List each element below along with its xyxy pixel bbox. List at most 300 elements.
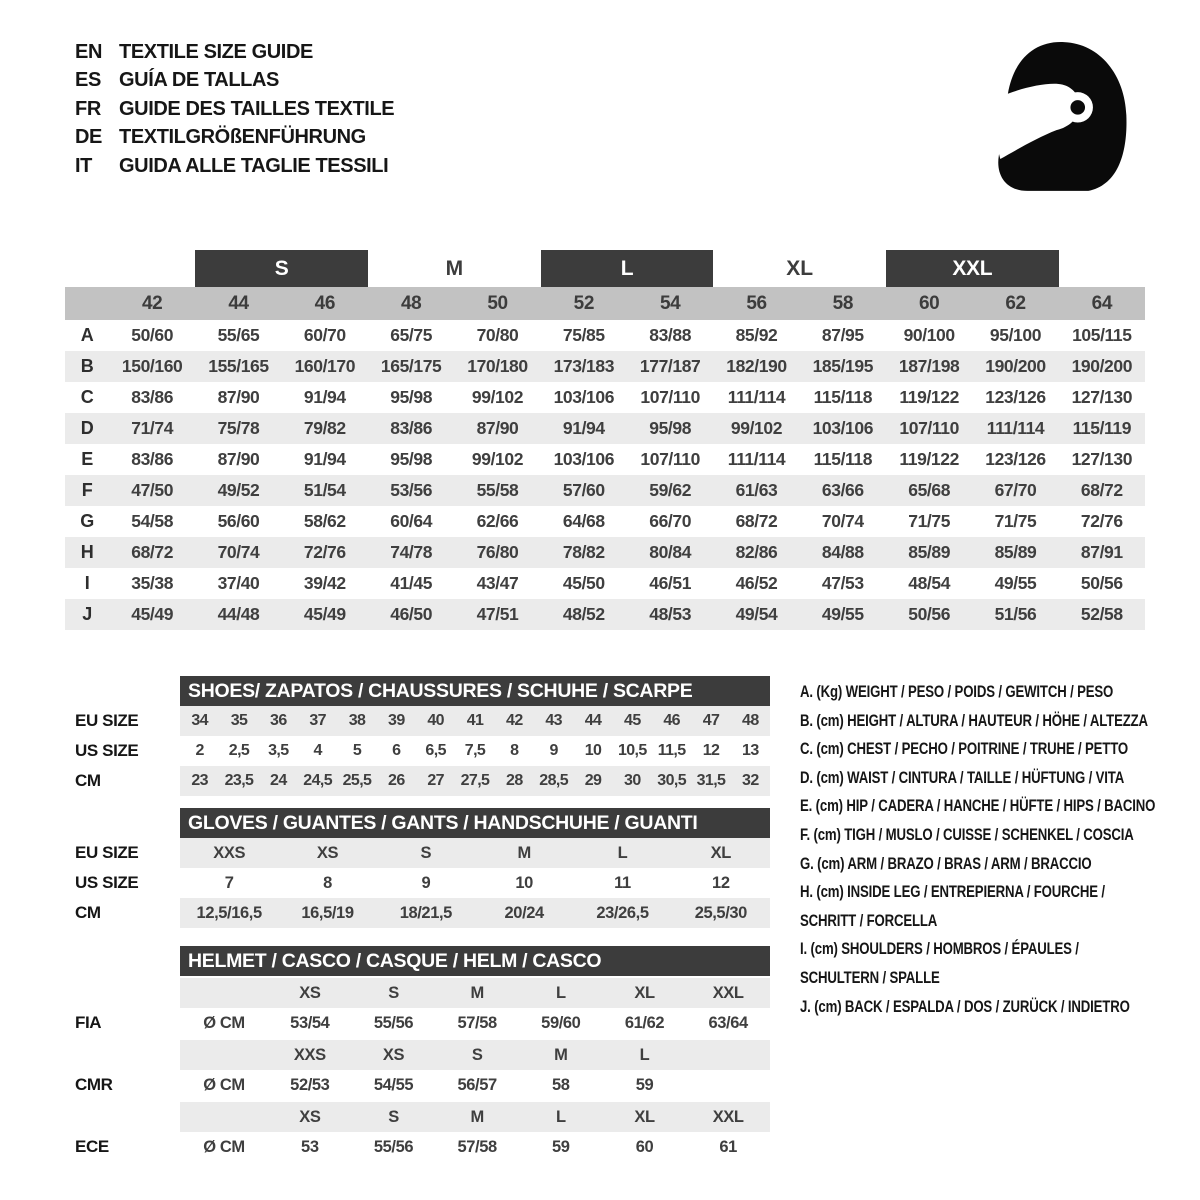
row-values	[180, 736, 770, 766]
measurement-value: 49/52	[217, 480, 260, 500]
measurement-value: 87/90	[217, 449, 260, 469]
size-value: 36	[270, 712, 287, 729]
measurement-value: 41/45	[390, 573, 433, 593]
measurement-value: 111/114	[727, 387, 786, 407]
group-spacer	[65, 250, 195, 287]
legend-line: E. (cm) HIP / CADERA / HANCHE / HÜFTE / HIPS / BACINO	[800, 797, 1156, 816]
size-group-s: S	[195, 250, 368, 287]
size-value: 43	[545, 712, 562, 729]
measurement-value: 71/75	[908, 511, 951, 531]
measurement-value: 47/51	[476, 604, 519, 624]
measurement-value: 99/102	[471, 387, 524, 407]
section-row	[65, 706, 770, 736]
measurement-value: 80/84	[649, 542, 692, 562]
measurement-value: 173/183	[553, 356, 615, 376]
size-value: 12	[702, 742, 720, 759]
helmet-value: 57/58	[457, 1013, 497, 1032]
size-value: 28	[506, 772, 523, 789]
measurement-value: 187/198	[898, 356, 960, 376]
size-value: 20/24	[504, 903, 544, 922]
measurement-value: 190/200	[985, 356, 1046, 376]
size-value: 6	[392, 742, 401, 759]
measurement-value: 62/66	[476, 511, 519, 531]
measurement-value: 107/110	[899, 418, 959, 438]
row-values	[180, 1008, 770, 1038]
language-row-it	[75, 152, 394, 181]
size-value: 23,5	[224, 772, 254, 789]
helmet-value: 52/53	[290, 1075, 330, 1094]
main-table-body	[65, 320, 1145, 630]
shoes-section-title: SHOES/ ZAPATOS / CHAUSSURES / SCHUHE / SCARPE	[180, 676, 770, 706]
measurement-letter: F	[81, 480, 93, 500]
measurement-value: 71/75	[994, 511, 1037, 531]
size-value: 10	[515, 873, 533, 892]
language-title: TEXTILE SIZE GUIDE	[119, 40, 313, 63]
measurement-value: 51/54	[303, 480, 346, 500]
helmet-value: 53	[301, 1137, 319, 1156]
measurement-value: 47/53	[821, 573, 864, 593]
measurement-value: 87/95	[821, 325, 864, 345]
measurement-value: 70/74	[217, 542, 260, 562]
legend-line: I. (cm) SHOULDERS / HOMBROS / ÉPAULES /	[800, 940, 1079, 959]
helmet-value: 56/57	[457, 1075, 497, 1094]
helmet-value: 61/62	[624, 1013, 665, 1032]
legend-line: A. (Kg) WEIGHT / PESO / POIDS / GEWITCH / PESO	[800, 683, 1114, 701]
measurement-letter: C	[80, 387, 94, 407]
language-row-en	[75, 38, 394, 67]
measurement-row	[65, 413, 1145, 444]
legend-line: J. (cm) BACK / ESPALDA / DOS / ZURÜCK / INDIETRO	[800, 997, 1130, 1016]
size-column-header: 48	[400, 292, 422, 314]
measurement-value: 95/100	[989, 325, 1042, 345]
helmet-value: 59/60	[541, 1013, 581, 1032]
measurement-letter: H	[80, 542, 94, 562]
shoes-header-row	[65, 676, 770, 706]
measurement-value: 63/66	[821, 480, 864, 500]
measurement-value: 52/58	[1080, 604, 1123, 624]
helmet-size: XS	[299, 983, 321, 1002]
row-values	[180, 868, 770, 898]
size-value: 25,5	[342, 772, 372, 789]
size-value: 9	[549, 742, 558, 759]
size-value: 46	[663, 712, 680, 729]
size-value: 7	[224, 873, 234, 892]
measurement-value: 99/102	[730, 418, 783, 438]
size-value: 35	[230, 712, 248, 729]
gloves-size-table	[65, 808, 770, 928]
helmet-value: 55/56	[373, 1013, 414, 1032]
helmet-size: M	[470, 983, 484, 1002]
size-value: 10	[584, 742, 602, 759]
measurement-value: 111/114	[727, 449, 786, 469]
measurement-value: 35/38	[131, 573, 174, 593]
size-value: 13	[742, 742, 759, 759]
measurement-value: 54/58	[131, 511, 174, 531]
measurement-row	[65, 537, 1145, 568]
language-code: EN	[75, 40, 102, 63]
racing-helmet-icon	[982, 36, 1134, 200]
size-value: 18/21,5	[399, 903, 452, 922]
measurement-value: 115/118	[813, 449, 873, 469]
language-row-de	[75, 124, 394, 153]
helmet-value: 60	[635, 1137, 654, 1156]
measurement-value: 95/98	[390, 449, 433, 469]
size-value: 38	[348, 712, 366, 729]
helmet-size: XL	[634, 1107, 655, 1126]
helmet-values-row	[65, 1008, 770, 1038]
corner-cell	[65, 287, 109, 320]
helmet-size: XXL	[712, 1107, 744, 1126]
measurement-value: 60/70	[303, 325, 346, 345]
row-label: CM	[75, 903, 101, 922]
measurement-value: 68/72	[1080, 480, 1123, 500]
measurement-value: 71/74	[131, 418, 174, 438]
size-value: S	[420, 843, 432, 862]
size-value: 44	[584, 712, 602, 729]
measurement-value: 115/119	[1072, 418, 1132, 438]
measurement-value: 82/86	[735, 542, 778, 562]
size-value: 30	[624, 772, 641, 789]
size-value: 24	[270, 772, 287, 789]
size-column-header: 62	[1005, 292, 1026, 314]
measurement-value: 127/130	[1071, 449, 1133, 469]
helmet-size: XXL	[712, 983, 744, 1002]
size-value: 24,5	[303, 772, 333, 789]
measurement-value: 103/106	[812, 418, 874, 438]
measurement-value: 39/42	[303, 573, 346, 593]
size-value: 42	[506, 712, 523, 729]
size-value: XS	[316, 843, 339, 862]
size-column-header: 60	[918, 292, 940, 314]
size-value: 6,5	[425, 742, 446, 759]
helmet-size: XL	[634, 983, 655, 1002]
measurement-value: 103/106	[553, 449, 615, 469]
size-value: 23	[191, 772, 208, 789]
size-column-header: 50	[487, 292, 508, 314]
measurement-value: 85/89	[994, 542, 1037, 562]
size-column-header: 58	[832, 292, 853, 314]
language-row-fr	[75, 95, 394, 124]
section-row	[65, 898, 770, 928]
legend-line: SCHULTERN / SPALLE	[800, 968, 940, 987]
measurement-value: 103/106	[553, 387, 615, 407]
size-value: XL	[710, 843, 731, 862]
measurement-value: 107/110	[640, 449, 700, 469]
helmet-size: M	[554, 1045, 568, 1064]
measurement-row	[65, 475, 1145, 506]
section-row	[65, 736, 770, 766]
measurement-letter: B	[80, 356, 94, 376]
legend-line: G. (cm) ARM / BRAZO / BRAS / ARM / BRACCIO	[800, 854, 1092, 873]
measurement-value: 51/56	[994, 604, 1037, 624]
row-values	[180, 978, 770, 1008]
gloves-section-title: GLOVES / GUANTES / GANTS / HANDSCHUHE / GUANTI	[180, 808, 770, 838]
size-value: 30,5	[657, 772, 687, 789]
measurement-value: 49/55	[994, 573, 1037, 593]
size-value: 39	[388, 712, 405, 729]
size-column-header: 42	[141, 292, 163, 314]
size-value: 5	[352, 742, 362, 759]
measurement-value: 85/89	[908, 542, 951, 562]
unit-cell: Ø CM	[203, 1013, 245, 1032]
measurement-value: 75/78	[217, 418, 260, 438]
measurement-value: 99/102	[471, 449, 524, 469]
helmet-sizes-row	[65, 1040, 770, 1070]
row-values	[180, 898, 770, 928]
measurement-value: 170/180	[467, 356, 528, 376]
measurement-value: 55/65	[217, 325, 260, 345]
helmet-value: 59	[635, 1075, 654, 1094]
size-value: 12	[712, 873, 730, 892]
helmet-value: 57/58	[457, 1137, 497, 1156]
measurement-value: 155/165	[208, 356, 269, 376]
helmet-size: L	[555, 983, 566, 1002]
measurement-value: 123/126	[985, 449, 1046, 469]
size-value: M	[517, 843, 531, 862]
size-value: 47	[702, 712, 720, 729]
measurement-value: 46/52	[735, 573, 778, 593]
measurement-value: 119/122	[899, 387, 959, 407]
row-values	[180, 706, 770, 736]
measurement-value: 58/62	[303, 511, 346, 531]
helmet-size: M	[470, 1107, 484, 1126]
unit-cell: Ø CM	[203, 1075, 245, 1094]
size-value: 2	[195, 742, 204, 759]
measurement-value: 48/52	[562, 604, 605, 624]
size-value: 48	[742, 712, 759, 729]
unit-cell	[180, 1102, 268, 1132]
row-label: US SIZE	[75, 741, 139, 760]
legend-line: B. (cm) HEIGHT / ALTURA / HAUTEUR / HÖHE / ALTEZZA	[800, 711, 1148, 730]
measurement-value: 85/92	[735, 325, 778, 345]
helmet-header-row	[65, 946, 770, 976]
size-group-xxl: XXL	[886, 250, 1059, 287]
language-title: TEXTILGRÖßENFÜHRUNG	[119, 126, 366, 149]
size-group-m: M	[445, 256, 464, 280]
measurement-letter: J	[82, 604, 92, 624]
textile-size-table	[65, 250, 1145, 630]
size-value: 28,5	[539, 772, 569, 789]
measurement-value: 91/94	[303, 387, 346, 407]
row-values	[180, 1070, 770, 1100]
measurement-value: 65/68	[908, 480, 951, 500]
measurement-legend	[800, 678, 1176, 1021]
size-column-header: 52	[573, 292, 594, 314]
measurement-letter: A	[80, 325, 94, 345]
row-label	[65, 676, 180, 706]
measurement-value: 185/195	[812, 356, 874, 376]
size-value: 11,5	[657, 742, 686, 759]
measurement-value: 59/62	[649, 480, 692, 500]
measurement-value: 190/200	[1071, 356, 1133, 376]
helmet-value: 63/64	[708, 1013, 748, 1032]
language-code: IT	[75, 154, 92, 177]
unit-cell	[180, 978, 268, 1008]
shoes-size-table	[65, 676, 770, 796]
size-group-l: L	[541, 250, 714, 287]
measurement-value: 72/76	[1080, 511, 1123, 531]
measurement-value: 105/115	[1072, 325, 1132, 345]
measurement-value: 70/80	[476, 325, 519, 345]
measurement-letter: G	[80, 511, 94, 531]
language-title: GUÍA DE TALLAS	[119, 69, 279, 92]
row-values	[180, 838, 770, 868]
measurement-value: 66/70	[649, 511, 692, 531]
standard-label: FIA	[75, 1013, 102, 1032]
measurement-value: 55/58	[476, 480, 519, 500]
helmet-values-row	[65, 1070, 770, 1100]
measurement-value: 177/187	[639, 356, 701, 376]
measurement-row	[65, 382, 1145, 413]
measurement-value: 46/51	[649, 573, 692, 593]
helmet-value	[686, 1070, 770, 1100]
standard-label: CMR	[75, 1075, 113, 1094]
measurement-value: 76/80	[476, 542, 519, 562]
row-values	[180, 1102, 770, 1132]
helmet-vent-dot	[1070, 100, 1085, 115]
size-value: 31,5	[696, 772, 726, 789]
measurement-value: 74/78	[390, 542, 433, 562]
row-values	[180, 1040, 770, 1070]
size-value: 3,5	[268, 742, 289, 759]
size-value: 26	[388, 772, 405, 789]
measurement-row	[65, 599, 1145, 630]
size-value: 4	[313, 742, 322, 759]
row-label	[65, 1040, 180, 1070]
row-label: EU SIZE	[75, 843, 139, 862]
helmet-size: L	[639, 1045, 650, 1064]
measurement-value: 43/47	[476, 573, 519, 593]
row-label	[65, 978, 180, 1008]
size-value: 27	[427, 772, 444, 789]
measurement-value: 64/68	[562, 511, 605, 531]
measurement-value: 68/72	[131, 542, 174, 562]
size-number-row	[65, 287, 1145, 320]
helmet-size	[686, 1040, 770, 1070]
size-value: XXS	[213, 843, 246, 862]
language-title: GUIDA ALLE TAGLIE TESSILI	[119, 154, 389, 177]
size-value: 16,5/19	[301, 903, 354, 922]
measurement-value: 44/48	[217, 604, 260, 624]
measurement-value: 45/49	[131, 604, 174, 624]
helmet-sizes-row	[65, 1102, 770, 1132]
section-row	[65, 868, 770, 898]
size-value: 34	[191, 712, 208, 729]
measurement-value: 61/63	[735, 480, 778, 500]
size-value: 45	[624, 712, 641, 729]
size-column-header: 56	[746, 292, 767, 314]
size-value: 25,5/30	[694, 903, 747, 922]
row-label: US SIZE	[75, 873, 139, 892]
measurement-value: 60/64	[390, 511, 433, 531]
measurement-value: 91/94	[303, 449, 346, 469]
measurement-value: 70/74	[821, 511, 864, 531]
size-value: 37	[309, 712, 326, 729]
language-code: DE	[75, 126, 102, 149]
helmet-size: S	[388, 983, 399, 1002]
measurement-value: 79/82	[303, 418, 346, 438]
size-value: 32	[742, 772, 759, 789]
measurement-value: 72/76	[303, 542, 346, 562]
measurement-letter: E	[81, 449, 93, 469]
measurement-value: 83/88	[649, 325, 692, 345]
size-value: 11	[614, 873, 631, 892]
measurement-value: 107/110	[640, 387, 700, 407]
size-column-header: 46	[314, 292, 335, 314]
section-row	[65, 838, 770, 868]
measurement-value: 87/90	[217, 387, 260, 407]
size-value: 23/26,5	[596, 903, 649, 922]
measurement-value: 68/72	[735, 511, 778, 531]
legend-line: F. (cm) TIGH / MUSLO / CUISSE / SCHENKEL / COSCIA	[800, 825, 1134, 844]
measurement-row	[65, 506, 1145, 537]
measurement-row	[65, 351, 1145, 382]
helmet-size: XS	[299, 1107, 321, 1126]
measurement-value: 160/170	[294, 356, 356, 376]
measurement-value: 182/190	[726, 356, 787, 376]
measurement-value: 83/86	[390, 418, 433, 438]
helmet-value: 58	[552, 1075, 570, 1094]
measurement-value: 165/175	[380, 356, 442, 376]
measurement-value: 87/91	[1080, 542, 1123, 562]
language-list	[75, 38, 394, 181]
measurement-value: 48/53	[649, 604, 692, 624]
measurement-value: 111/114	[986, 418, 1045, 438]
size-value: L	[617, 843, 628, 862]
helmet-standards	[65, 978, 770, 1162]
helmet-size: XXS	[293, 1045, 326, 1064]
size-value: 9	[421, 873, 431, 892]
measurement-value: 150/160	[121, 356, 183, 376]
row-label	[65, 1102, 180, 1132]
measurement-value: 87/90	[476, 418, 519, 438]
size-value: 8	[323, 873, 332, 892]
size-column-header: 54	[659, 292, 681, 314]
measurement-value: 78/82	[562, 542, 605, 562]
row-label: CM	[75, 771, 101, 790]
measurement-value: 56/60	[217, 511, 260, 531]
row-label	[65, 808, 180, 838]
measurement-value: 50/60	[131, 325, 174, 345]
helmet-size: S	[388, 1107, 399, 1126]
size-group-xl: XL	[786, 256, 814, 280]
measurement-value: 83/86	[131, 449, 174, 469]
legend-line: C. (cm) CHEST / PECHO / POITRINE / TRUHE / PETTO	[800, 740, 1128, 759]
helmet-size-table	[65, 946, 770, 1162]
measurement-value: 47/50	[131, 480, 174, 500]
legend-line: H. (cm) INSIDE LEG / ENTREPIERNA / FOURCHE /	[800, 883, 1105, 902]
legend-line: D. (cm) WAIST / CINTURA / TAILLE / HÜFTUNG / VITA	[800, 768, 1125, 787]
helmet-value: 61	[719, 1137, 737, 1156]
row-label: EU SIZE	[75, 711, 139, 730]
measurement-value: 57/60	[562, 480, 605, 500]
measurement-value: 46/50	[390, 604, 433, 624]
measurement-letter: D	[80, 418, 94, 438]
size-group-header-row	[65, 250, 1145, 287]
measurement-value: 115/118	[813, 387, 873, 407]
helmet-size: S	[471, 1045, 483, 1064]
helmet-value: 59	[552, 1137, 570, 1156]
size-value: 27,5	[460, 772, 490, 789]
measurement-value: 50/56	[1080, 573, 1123, 593]
language-title: GUIDE DES TAILLES TEXTILE	[119, 97, 395, 120]
size-value: 12,5/16,5	[196, 903, 262, 922]
helmet-size: L	[555, 1107, 566, 1126]
row-label	[65, 946, 180, 976]
helmet-sizes-row	[65, 978, 770, 1008]
size-value: 40	[427, 712, 444, 729]
helmet-section-title: HELMET / CASCO / CASQUE / HELM / CASCO	[180, 946, 770, 976]
